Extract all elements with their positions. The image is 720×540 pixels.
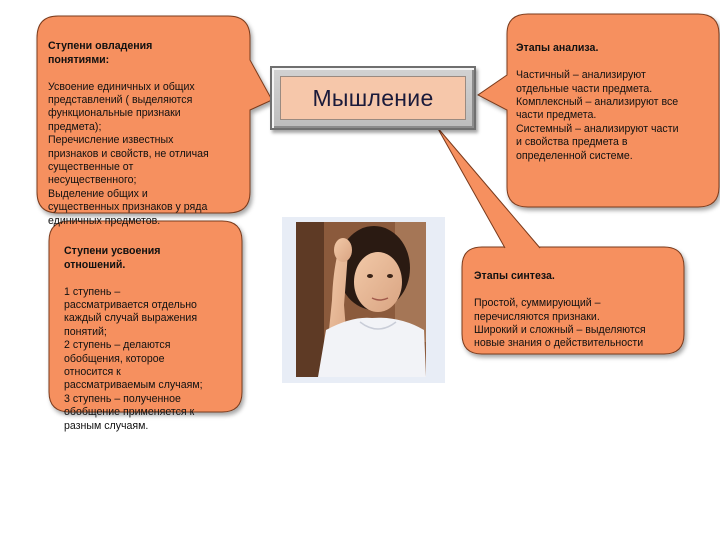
callout-relations-heading: Ступени усвоения отношений. — [64, 245, 161, 271]
callout-synthesis — [474, 257, 682, 364]
callout-relations-body: 1 ступень – рассматривается отдельно каждый случай выражения понятий; 2 ступень – делаются обобщения, которое относится к рассматриваемым случаям; 3 ступень – полученное обобщение применяется к разным случаям. — [64, 285, 203, 432]
title-inner — [280, 76, 466, 120]
title-box — [270, 66, 476, 130]
callout-relations — [64, 232, 240, 447]
callout-analysis — [516, 29, 716, 176]
callout-synthesis-body: Простой, суммирующий – перечисляются признаки. Широкий и сложный – выделяются новые знания о действительности — [474, 297, 646, 350]
callout-analysis-body: Частичный – анализируют отдельные части предмета. Комплексный – анализируют все части предмета. Системный – анализируют части и свойства предмета в определенной системе. — [516, 69, 679, 162]
girl-raising-hand-photo — [282, 217, 445, 383]
callout-concepts — [48, 27, 248, 242]
callout-concepts-heading: Ступени овладения понятиями: — [48, 40, 153, 66]
callout-analysis-heading: Этапы анализа. — [516, 42, 599, 55]
callout-synthesis-heading: Этапы синтеза. — [474, 270, 555, 283]
callout-concepts-body: Усвоение единичных и общих представлений ( выделяются функциональные признаки предмета); Перечисление известных признаков и свойств, не отличая существенные от несущественного; Выделение общих и существенных признаков у ряда единичных предметов. — [48, 80, 209, 227]
page-title: Мышление — [312, 84, 434, 111]
